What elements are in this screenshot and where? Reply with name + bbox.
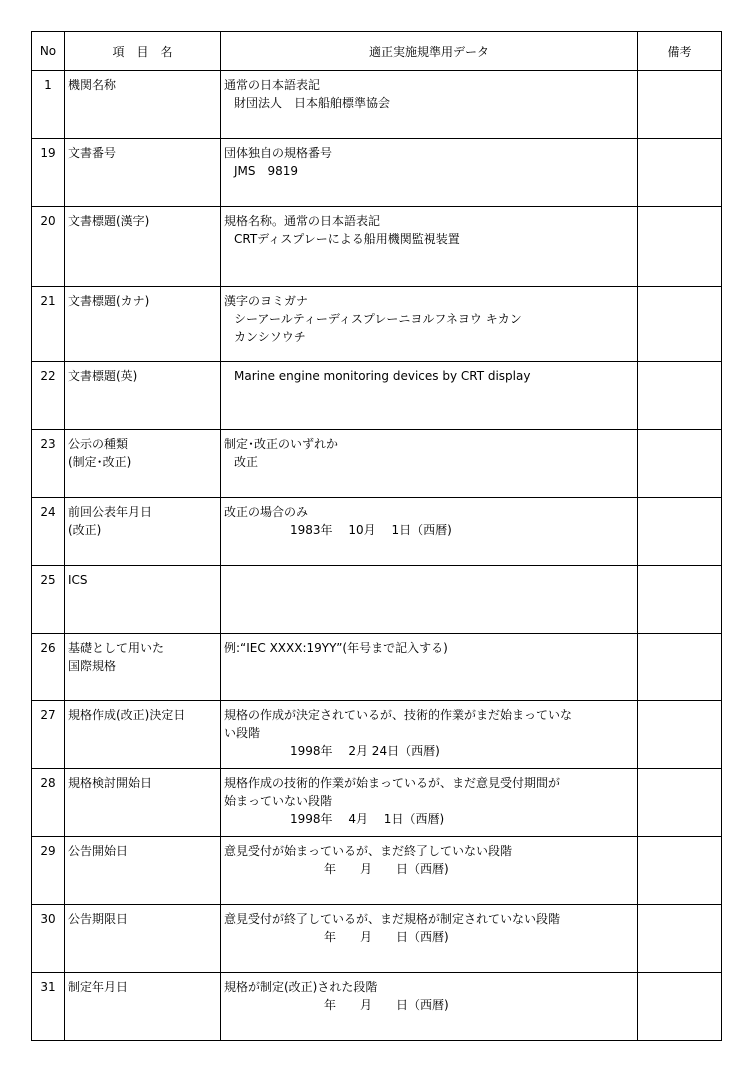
item-name-line: (改正) bbox=[68, 523, 102, 537]
row-number: 25 bbox=[32, 566, 65, 634]
row-number: 1 bbox=[32, 71, 65, 139]
item-name-cell bbox=[65, 973, 221, 1041]
data-line: 意見受付が終了しているが、まだ規格が制定されていない段階 bbox=[224, 912, 561, 926]
item-name-line: 機関名称 bbox=[68, 78, 117, 92]
table-row bbox=[32, 837, 722, 905]
remarks-cell bbox=[638, 430, 722, 498]
header-row bbox=[32, 32, 722, 71]
remarks-cell bbox=[638, 701, 722, 769]
remarks-cell bbox=[638, 71, 722, 139]
row-number: 27 bbox=[32, 701, 65, 769]
row-number: 28 bbox=[32, 769, 65, 837]
data-cell bbox=[221, 973, 638, 1041]
item-name-line: 国際規格 bbox=[68, 659, 117, 673]
table-row bbox=[32, 362, 722, 430]
data-line: い段階 bbox=[224, 726, 261, 740]
data-line: 規格の作成が決定されているが、技術的作業がまだ始まっていな bbox=[224, 708, 573, 722]
table-row bbox=[32, 701, 722, 769]
table-row bbox=[32, 634, 722, 701]
table-row bbox=[32, 973, 722, 1041]
item-name-line: 公告期限日 bbox=[68, 912, 129, 926]
header-no: No bbox=[32, 32, 65, 71]
table-row bbox=[32, 71, 722, 139]
item-name-cell bbox=[65, 905, 221, 973]
item-name-cell bbox=[65, 362, 221, 430]
table-row bbox=[32, 139, 722, 207]
item-name-line: 公示の種類 bbox=[68, 437, 129, 451]
data-line: 例:“IEC XXXX:19YY”(年号まで記入する) bbox=[224, 641, 448, 655]
header-remarks: 備考 bbox=[638, 32, 722, 71]
row-number: 19 bbox=[32, 139, 65, 207]
data-cell bbox=[221, 701, 638, 769]
data-cell bbox=[221, 362, 638, 430]
item-name-cell bbox=[65, 139, 221, 207]
table-row bbox=[32, 769, 722, 837]
header-data: 適正実施規準用データ bbox=[221, 32, 638, 71]
data-line: 年 月 日（西暦) bbox=[324, 930, 449, 944]
item-name-line: 基礎として用いた bbox=[68, 641, 165, 655]
data-cell bbox=[221, 769, 638, 837]
item-name-line: 規格検討開始日 bbox=[68, 776, 153, 790]
row-number: 30 bbox=[32, 905, 65, 973]
row-number: 26 bbox=[32, 634, 65, 701]
item-name-cell bbox=[65, 837, 221, 905]
data-line: 1998年 4月 1日（西暦) bbox=[290, 812, 445, 826]
data-cell bbox=[221, 207, 638, 287]
item-name-line: 文書標題(漢字) bbox=[68, 214, 150, 228]
table-row bbox=[32, 207, 722, 287]
data-line: カンシソウチ bbox=[234, 330, 306, 344]
remarks-cell bbox=[638, 769, 722, 837]
data-cell bbox=[221, 566, 638, 634]
row-number: 31 bbox=[32, 973, 65, 1041]
data-line: 規格作成の技術的作業が始まっているが、まだ意見受付期間が bbox=[224, 776, 561, 790]
item-name-cell bbox=[65, 701, 221, 769]
row-number: 29 bbox=[32, 837, 65, 905]
item-name-line: 規格作成(改正)決定日 bbox=[68, 708, 186, 722]
item-name-cell bbox=[65, 498, 221, 566]
remarks-cell bbox=[638, 362, 722, 430]
remarks-cell bbox=[638, 837, 722, 905]
table-row bbox=[32, 566, 722, 634]
item-name-cell bbox=[65, 566, 221, 634]
item-name-line: (制定･改正) bbox=[68, 455, 132, 469]
data-line: 改正 bbox=[234, 455, 259, 469]
item-name-cell bbox=[65, 287, 221, 362]
remarks-cell bbox=[638, 634, 722, 701]
row-number: 23 bbox=[32, 430, 65, 498]
metadata-table bbox=[31, 31, 722, 1041]
data-cell bbox=[221, 287, 638, 362]
data-cell bbox=[221, 430, 638, 498]
remarks-cell bbox=[638, 498, 722, 566]
remarks-cell bbox=[638, 207, 722, 287]
data-cell bbox=[221, 837, 638, 905]
data-line: 始まっていない段階 bbox=[224, 794, 333, 808]
data-line: 制定･改正のいずれか bbox=[224, 437, 339, 451]
data-cell bbox=[221, 71, 638, 139]
data-line: 通常の日本語表記 bbox=[224, 78, 321, 92]
item-name-cell bbox=[65, 71, 221, 139]
table-row bbox=[32, 498, 722, 566]
table-row bbox=[32, 905, 722, 973]
remarks-cell bbox=[638, 905, 722, 973]
data-line: 団体独自の規格番号 bbox=[224, 146, 333, 160]
data-cell bbox=[221, 139, 638, 207]
item-name-cell bbox=[65, 207, 221, 287]
data-line: 年 月 日（西暦) bbox=[324, 998, 449, 1012]
row-number: 24 bbox=[32, 498, 65, 566]
item-name-line: ICS bbox=[68, 573, 88, 587]
table-row bbox=[32, 287, 722, 362]
data-line: 漢字のヨミガナ bbox=[224, 294, 309, 308]
item-name-line: 公告開始日 bbox=[68, 844, 129, 858]
item-name-cell bbox=[65, 769, 221, 837]
remarks-cell bbox=[638, 287, 722, 362]
data-line: 1998年 2月 24日（西暦) bbox=[290, 744, 440, 758]
item-name-line: 文書標題(カナ) bbox=[68, 294, 150, 308]
data-line: シーアールティーディスプレーニヨルフネヨウ キカン bbox=[234, 312, 522, 326]
data-line: JMS 9819 bbox=[234, 164, 299, 178]
item-name-line: 文書標題(英) bbox=[68, 369, 138, 383]
item-name-cell bbox=[65, 634, 221, 701]
table-row bbox=[32, 430, 722, 498]
remarks-cell bbox=[638, 973, 722, 1041]
data-line: 意見受付が始まっているが、まだ終了していない段階 bbox=[224, 844, 513, 858]
header-item: 項 目 名 bbox=[65, 32, 221, 71]
data-line: 財団法人 日本船舶標準協会 bbox=[234, 96, 391, 110]
row-number: 22 bbox=[32, 362, 65, 430]
data-line: 改正の場合のみ bbox=[224, 505, 309, 519]
data-line: CRTディスプレーによる船用機関監視装置 bbox=[234, 232, 460, 246]
item-name-cell bbox=[65, 430, 221, 498]
data-line: 規格名称。通常の日本語表記 bbox=[224, 214, 381, 228]
data-line: Marine engine monitoring devices by CRT display bbox=[234, 369, 531, 383]
remarks-cell bbox=[638, 566, 722, 634]
item-name-line: 制定年月日 bbox=[68, 980, 129, 994]
data-line: 規格が制定(改正)された段階 bbox=[224, 980, 378, 994]
data-line: 1983年 10月 1日（西暦) bbox=[290, 523, 452, 537]
data-cell bbox=[221, 498, 638, 566]
item-name-line: 文書番号 bbox=[68, 146, 117, 160]
remarks-cell bbox=[638, 139, 722, 207]
row-number: 20 bbox=[32, 207, 65, 287]
data-cell bbox=[221, 905, 638, 973]
data-line: 年 月 日（西暦) bbox=[324, 862, 449, 876]
row-number: 21 bbox=[32, 287, 65, 362]
data-cell bbox=[221, 634, 638, 701]
item-name-line: 前回公表年月日 bbox=[68, 505, 153, 519]
